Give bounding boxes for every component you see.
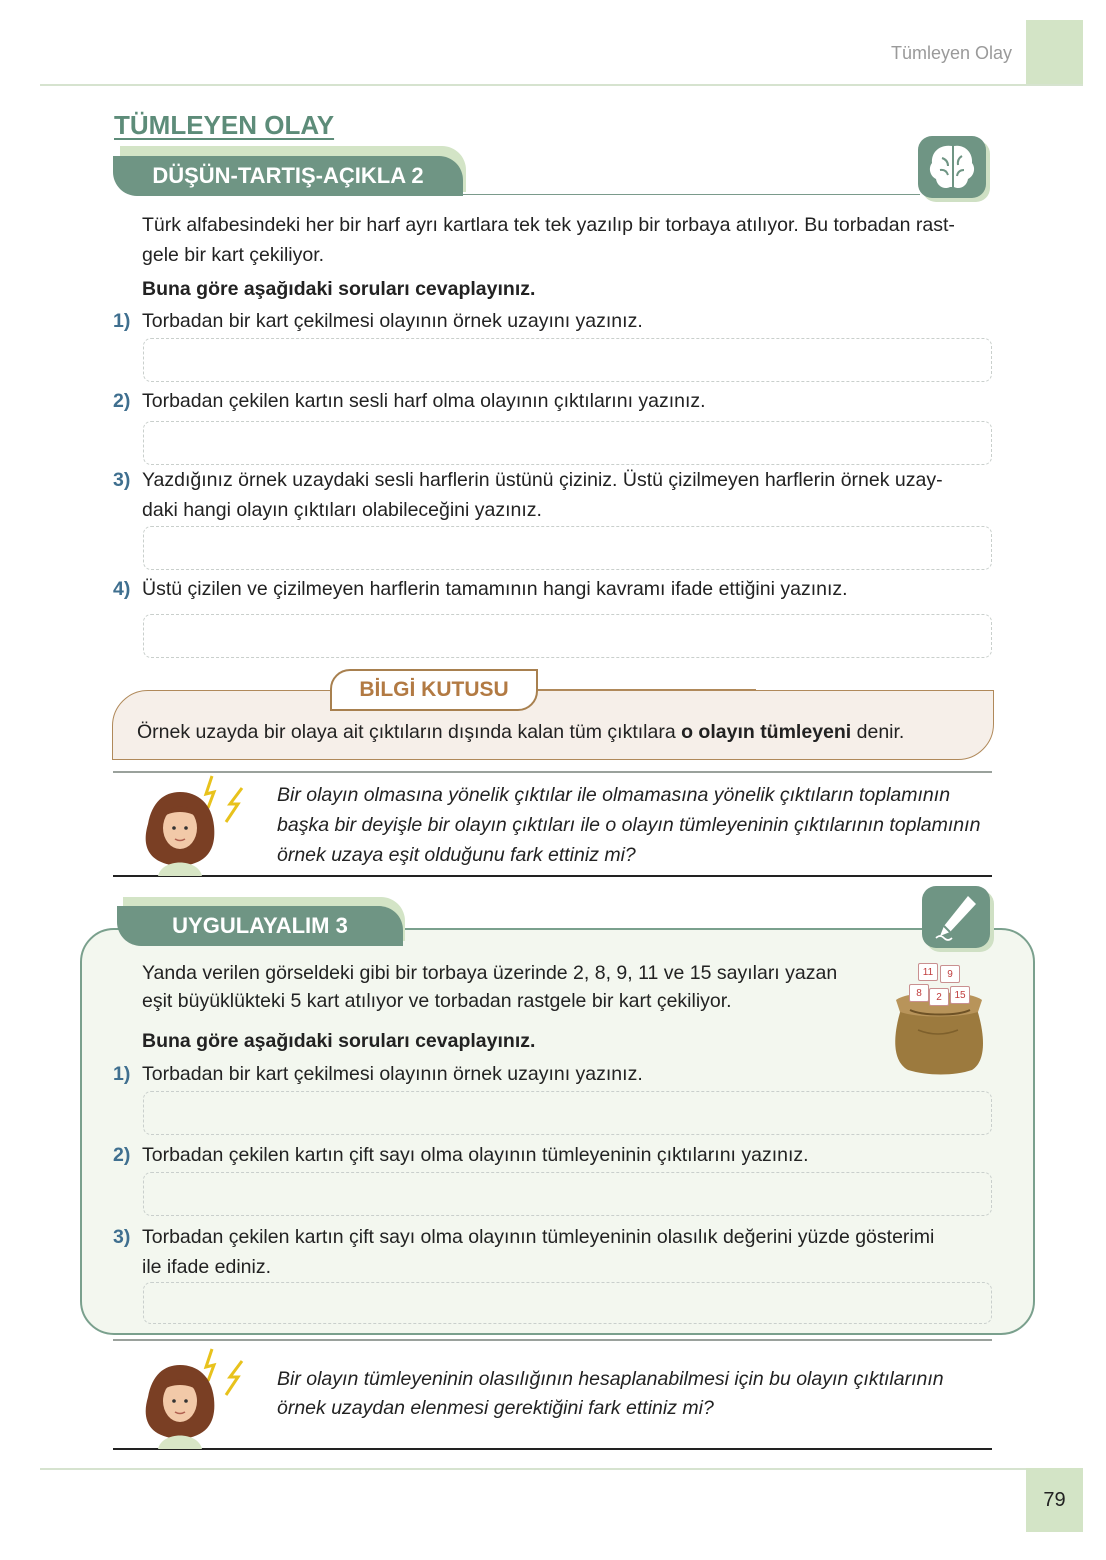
card-3: 8 [909,984,929,1002]
brain-icon [918,136,986,198]
section1-title: DÜŞÜN-TARTIŞ-AÇIKLA 2 [113,156,463,196]
pencil-icon [922,886,990,948]
s2-q1-number: 1) [113,1063,131,1085]
section2-instruction: Buna göre aşağıdaki soruları cevaplayınız. [142,1030,536,1052]
section2-intro-line2: eşit büyüklükteki 5 kart atılıyor ve torbadan rastgele bir kart çekiliyor. [142,990,732,1012]
section1-intro-line1: Türk alfabesindeki her bir harf ayrı kartlara tek tek yazılıp bir torbaya atılıyor. Bu torbadan rast- [142,214,955,236]
footer-divider [40,1468,1083,1470]
card-4: 2 [929,988,949,1006]
s1-q4-answer-box[interactable] [143,614,992,658]
s2-q2-text: Torbadan çekilen kartın çift sayı olma olayının tümleyeninin çıktılarını yazınız. [142,1144,809,1166]
card-1: 11 [918,963,938,981]
s1-q4-text: Üstü çizilen ve çizilmeyen harflerin tamamının hangi kavramı ifade ettiğini yazınız. [142,578,848,600]
s2-q3-line2: ile ifade ediniz. [142,1256,271,1278]
s2-q3-number: 3) [113,1226,131,1248]
s1-q3-line2: daki hangi olayın çıktıları olabileceğini yazınız. [142,499,542,521]
s1-q2-number: 2) [113,390,131,412]
note1-line1: Bir olayın olmasına yönelik çıktılar ile olmamasına yönelik çıktıların toplamının [277,784,951,806]
s2-q3-answer-box[interactable] [143,1282,992,1324]
info-box-top-line [536,689,756,691]
s1-q2-answer-box[interactable] [143,421,992,465]
note2-line1: Bir olayın tümleyeninin olasılığının hesaplanabilmesi için bu olayın çıktılarının [277,1368,944,1390]
s1-q3-line1: Yazdığınız örnek uzaydaki sesli harflerin üstünü çiziniz. Üstü çizilmeyen harflerin örnek uzay- [142,469,943,491]
s2-q1-text: Torbadan bir kart çekilmesi olayının örnek uzayını yazınız. [142,1063,643,1085]
card-2: 9 [940,965,960,983]
section1-instruction: Buna göre aşağıdaki soruları cevaplayınız. [142,278,536,300]
info-box-title: BİLGİ KUTUSU [330,669,538,711]
s1-q1-answer-box[interactable] [143,338,992,382]
card-5: 15 [950,986,970,1004]
page-number: 79 [1026,1468,1083,1532]
s1-q3-answer-box[interactable] [143,526,992,570]
s2-q2-answer-box[interactable] [143,1172,992,1216]
s2-q2-number: 2) [113,1144,131,1166]
s1-q3-number: 3) [113,469,131,491]
section2-title: UYGULAYALIM 3 [117,906,403,946]
s1-q4-number: 4) [113,578,131,600]
section1-intro-line2: gele bir kart çekiliyor. [142,244,325,266]
s1-q2-text: Torbadan çekilen kartın sesli harf olma olayının çıktılarını yazınız. [142,390,706,412]
thinking-girl-illustration [140,774,250,876]
section2-intro-line1: Yanda verilen görseldeki gibi bir torbaya üzerinde 2, 8, 9, 11 ve 15 sayıları yazan [142,962,838,984]
header-divider [40,84,1083,86]
bag-illustration [888,960,990,1076]
note1-line2: başka bir deyişle bir olayın çıktıları ile o olayın tümleyeninin çıktılarının toplamının [277,814,981,836]
s2-q3-line1: Torbadan çekilen kartın çift sayı olma olayının tümleyeninin olasılık değerini yüzde gösterimi [142,1226,935,1248]
page-title: TÜMLEYEN OLAY [114,110,335,140]
header-tab [1026,20,1083,84]
note2-line2: örnek uzaydan elenmesi gerektiğini fark ettiniz mi? [277,1397,714,1419]
note2-top-line [113,1339,992,1341]
header-title: Tümleyen Olay [890,43,1012,63]
thinking-girl-illustration-2 [140,1347,250,1449]
note1-top-line [113,771,992,773]
section1-line [440,194,920,195]
s1-q1-text: Torbadan bir kart çekilmesi olayının örnek uzayını yazınız. [142,310,643,332]
s1-q1-number: 1) [113,310,131,332]
s2-q1-answer-box[interactable] [143,1091,992,1135]
note1-line3: örnek uzaya eşit olduğunu fark ettiniz mi? [277,844,636,866]
info-box-text: Örnek uzayda bir olaya ait çıktıların dışında kalan tüm çıktılara o olayın tümleyeni denir. [137,721,905,743]
